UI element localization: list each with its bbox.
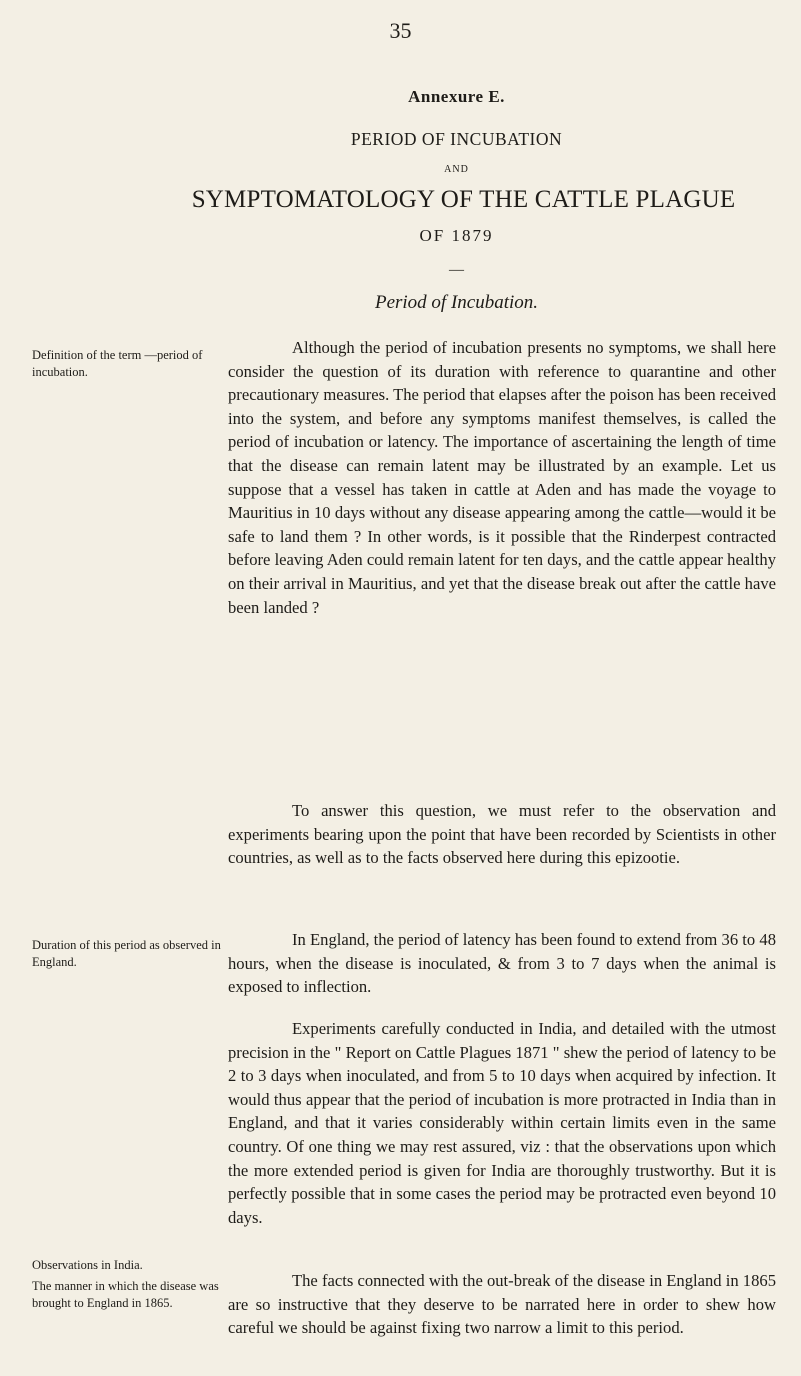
title-line-1: PERIOD OF INCUBATION [350,129,563,149]
side-note-definition: Definition of the term —period of incubation. [32,348,203,379]
title-line-3: OF 1879 [419,226,494,245]
paragraph-england: In England, the period of latency has been found to extend from 36 to 48 hours, when the disease is inoculated, & from 3 to 7 days when the animal is exposed to inflection. [228,930,776,997]
paragraph-question: To answer this question, we must refer to the observation and experiments bearing upon the point that have been recorded by Scientists in other countries, as well as to the facts observed here during this epizootie. [228,801,776,868]
page-number: 35 [389,18,412,43]
section-title: Period of Incubation. [374,292,539,313]
side-note-england: Duration of this period as observed in England. [32,938,221,969]
title-line-2: SYMPTOMATOLOGY OF THE CATTLE PLAGUE [191,186,736,213]
title-separator: — [449,262,464,278]
annexure-heading: Annexure E. [408,87,505,106]
paragraph-india: Experiments carefully conducted in India, and detailed with the utmost precision in the " Report on Cattle Plagues 1871 " shew the period of latency to be 2 to 3 days when inoculated, and from 5 to 10 days when acquired by infection. It would thus appear that the period of incubation is more protracted in India than in England, and that it varies considerably within certain limits even in the same country. Of one thing we may rest assured, viz : that the observations upon which the more extended period is given for India are thoroughly trustworthy. But it is perfectly possible that in some cases the period may be protracted even beyond 10 days. [228,1019,776,1227]
side-note-india: Observations in India. [32,1258,143,1272]
paragraph-1865: The facts connected with the out-break of the disease in England in 1865 are so instructive that they deserve to be narrated here in order to shew how careful we should be against fixing two narrow a limit to this period. [228,1271,776,1338]
title-conjunction: AND [444,164,469,175]
paragraph-definition: Although the period of incubation presents no symptoms, we shall here consider the question of its duration with reference to quarantine and other precautionary measures. The period that elapses after the poison has been received into the system, and before any symptoms manifest themselves, is called the period of incubation or latency. The importance of ascertaining the length of time that the disease can remain latent may be illustrated by an example. Let us suppose that a vessel has taken in cattle at Aden and has made the voyage to Mauritius in 10 days without any disease appearing among the cattle—would it be safe to land them ? In other words, is it possible that the Rinderpest contracted before leaving Aden could remain latent for ten days, and the cattle appear healthy on their arrival in Mauritius, and yet that the disease break out after the cattle have been landed ? [228,338,776,617]
side-note-1865: The manner in which the disease was brought to England in 1865. [32,1279,219,1310]
